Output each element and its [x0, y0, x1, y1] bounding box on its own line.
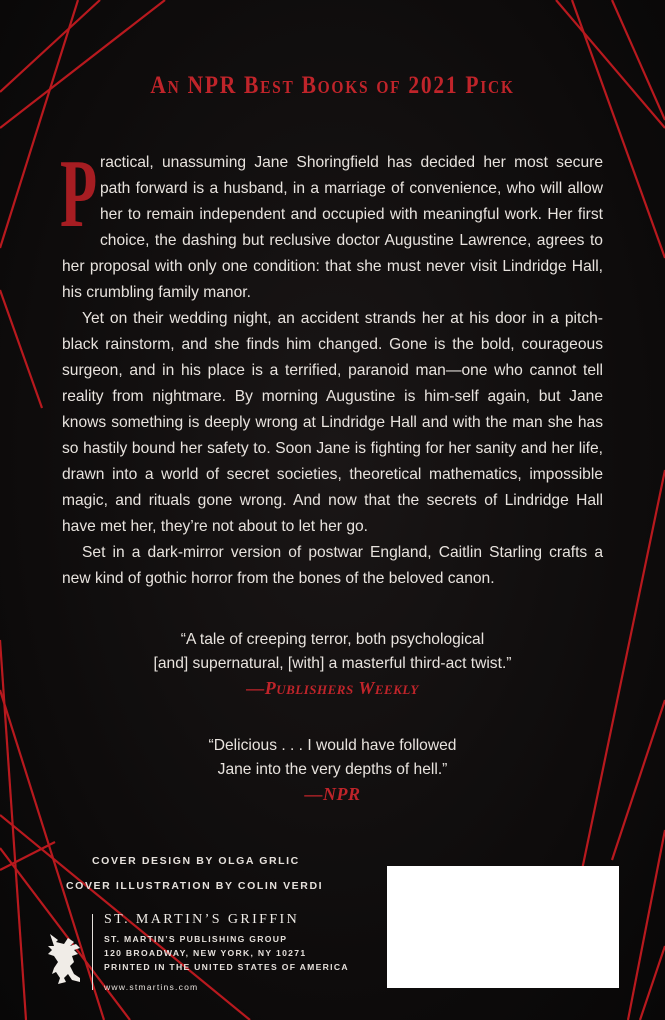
drop-cap: P	[60, 140, 98, 248]
review-quote-npr	[0, 734, 665, 806]
cover-illustration-credit: COVER ILLUSTRATION BY COLIN VERDI	[66, 880, 324, 892]
publisher-info	[104, 912, 364, 972]
blurb-paragraph-1	[60, 140, 603, 306]
quote-attribution: —Publishers Weekly	[246, 678, 419, 698]
griffin-logo-icon	[44, 932, 84, 986]
cover-design-credit: COVER DESIGN BY OLGA GRLIC	[92, 855, 300, 867]
blurb-paragraph-1-text: ractical, unassuming Jane Shoringfield has decided her most secure path forward is a husband, in a marriage of convenience, who will allow her to remain independent and occupied with meaningful work. Her first choice, the dashing but reclusive doctor Augustine Lawrence, agrees to her proposal with only one condition: that she must never visit Lindridge Hall, his crumbling family manor.	[62, 154, 603, 301]
printed-in: PRINTED IN THE UNITED STATES OF AMERICA	[104, 962, 349, 972]
publisher-group: ST. MARTIN’S PUBLISHING GROUP	[104, 934, 288, 944]
publisher-divider	[92, 914, 93, 990]
quote-attribution: —NPR	[304, 784, 361, 804]
quote-line: “Delicious . . . I would have followed	[208, 737, 457, 754]
publisher-website-link[interactable]: www.stmartins.com	[104, 982, 199, 992]
barcode-placeholder	[387, 866, 619, 988]
blurb-paragraph-2: Yet on their wedding night, an accident strands her at his door in a pitch-black rainstorm, and she finds him changed. Gone is the bold, courageous surgeon, and in his place is a terrified, paranoid man—one who cannot tell reality from nightmare. By morning Augustine is him-self again, but Jane knows something is deeply wrong at Lindridge Hall and with the man she has so hastily bound her safety to. Soon Jane is fighting for her sanity and her life, drawn into a world of secret societies, theoretical mathematics, impossible magic, and rituals gone wrong. And now that the secrets of Lindridge Hall have met her, they’re not about to let her go.	[62, 310, 603, 535]
publisher-address: 120 BROADWAY, NEW YORK, NY 10271	[104, 948, 307, 958]
blurb-paragraph-3: Set in a dark-mirror version of postwar England, Caitlin Starling crafts a new kind of gothic horror from the bones of the beloved canon.	[62, 544, 603, 587]
publisher-name: ST. MARTIN’S GRIFFIN	[104, 912, 300, 927]
headline-npr-pick: An NPR Best Books of 2021 Pick	[150, 72, 515, 99]
book-description	[60, 140, 603, 592]
quote-line: Jane into the very depths of hell.”	[217, 761, 448, 778]
quote-line: [and] supernatural, [with] a masterful third-act twist.”	[153, 655, 512, 672]
quote-line: “A tale of creeping terror, both psychological	[180, 631, 485, 648]
review-quote-publishers-weekly	[0, 628, 665, 700]
